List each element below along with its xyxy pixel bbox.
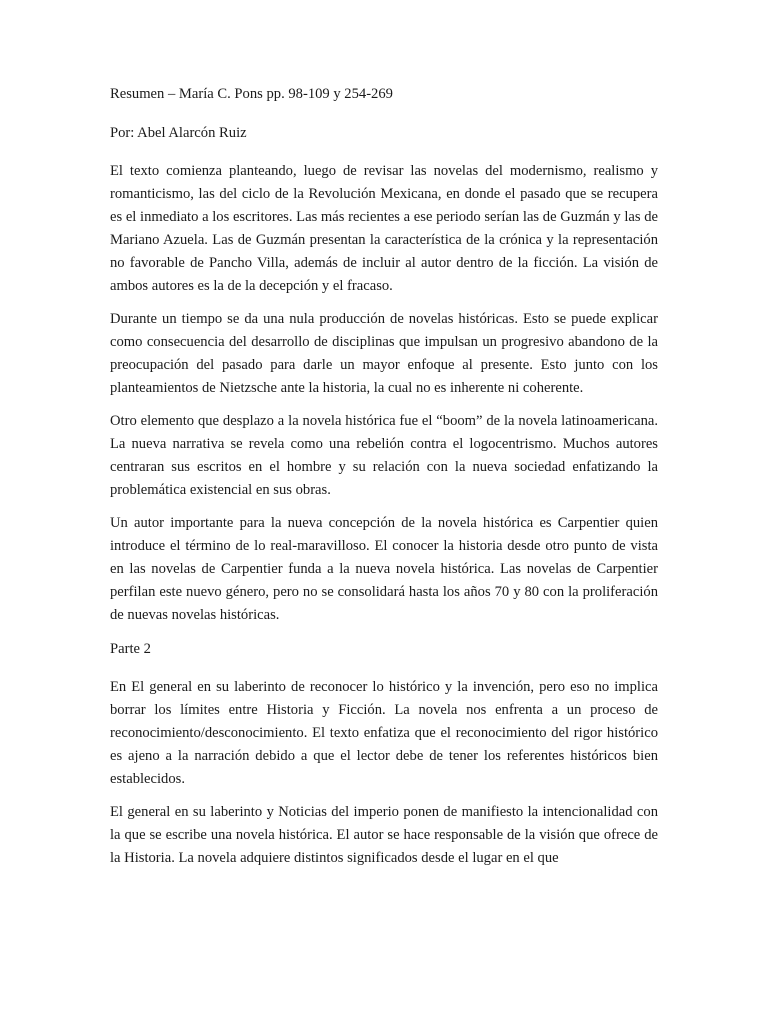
paragraph-4: Un autor importante para la nueva concepción de la novela histórica es Carpentier quien introduce el término de lo real-maravilloso. El conocer la historia desde otro punto de vista en las novelas de Carpentier funda a la nueva novela histórica. Las novelas de Carpentier perfilan este nuevo género, pero no se consolidará hasta los años 70 y 80 con la proliferación de nuevas novelas históricas. [110, 515, 658, 623]
author-line: Por: Abel Alarcón Ruiz [110, 125, 247, 141]
part2-paragraph-2: El general en su laberinto y Noticias del imperio ponen de manifiesto la intencionalidad con la que se escribe una novela histórica. El autor se hace responsable de la visión que ofrece de la Historia. La novela adquiere distintos significados desde el lugar en el que [110, 804, 658, 866]
paragraph-3: Otro elemento que desplazo a la novela histórica fue el “boom” de la novela latinoamericana. La nueva narrativa se revela como una rebelión contra el logocentrismo. Muchos autores centraran sus escritos en el hombre y su relación con la nueva sociedad enfatizando la problemática existencial en sus obras. [110, 413, 658, 498]
paragraph-1: El texto comienza planteando, luego de revisar las novelas del modernismo, realismo y romanticismo, las del ciclo de la Revolución Mexicana, en donde el pasado que se recupera es el inmediato a los escritores. Las más recientes a ese periodo serían las de Guzmán y las de Mariano Azuela. Las de Guzmán presentan la característica de la crónica y la representación no favorable de Pancho Villa, además de incluir al autor dentro de la ficción. La visión de ambos autores es la de la decepción y el fracaso. [110, 163, 658, 294]
part2-paragraph-1: En El general en su laberinto de reconocer lo histórico y la invención, pero eso no implica borrar los límites entre Historia y Ficción. La novela nos enfrenta a un proceso de reconocimiento/desconocimiento. El texto enfatiza que el reconocimiento del rigor histórico es ajeno a la narración debido a que el lector debe de tener los referentes históricos bien establecidos. [110, 679, 658, 787]
part2-heading: Parte 2 [110, 641, 151, 657]
document-title: Resumen – María C. Pons pp. 98-109 y 254-269 [110, 86, 393, 102]
document-page [110, 82, 658, 880]
paragraph-2: Durante un tiempo se da una nula producción de novelas históricas. Esto se puede explicar como consecuencia del desarrollo de disciplinas que impulsan un progresivo abandono de la preocupación del pasado para darle un mayor enfoque al presente. Esto junto con los planteamientos de Nietzsche ante la historia, la cual no es inherente ni coherente. [110, 311, 658, 396]
